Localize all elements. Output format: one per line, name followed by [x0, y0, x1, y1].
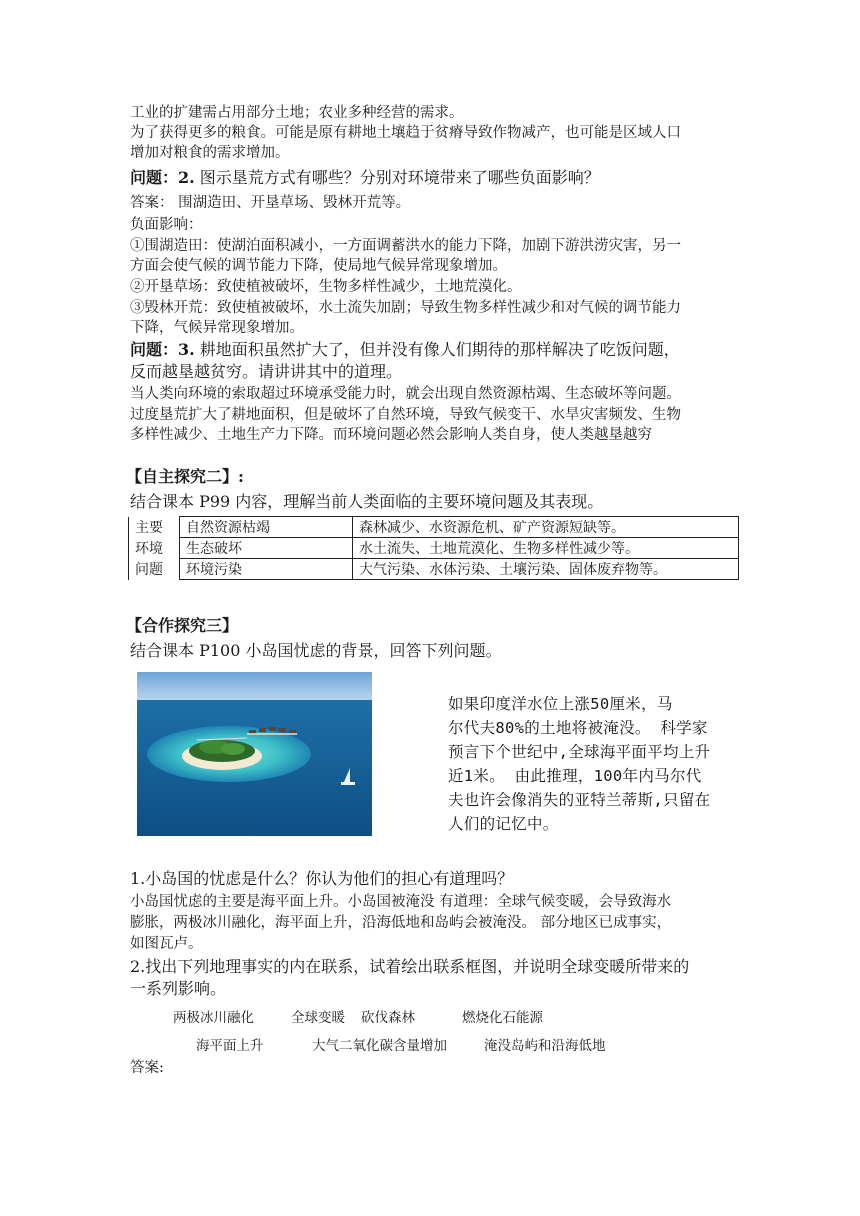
- passage-line: 人们的记忆中。: [448, 815, 559, 833]
- term: 燃烧化石能源: [462, 1010, 543, 1026]
- question-1: 1.小岛国的忧虑是什么？你认为他们的担心有道理吗？: [130, 869, 514, 888]
- answer-line: 膨胀，两极冰川融化，海平面上升，沿海低地和岛屿会被淹没。 部分地区已成事实，: [130, 915, 672, 931]
- answer-line: 多样性减少、土地生产力下降。而环境问题必然会影响人类自身，使人类越垦越穷: [130, 427, 652, 443]
- question-2: [130, 167, 740, 189]
- negative-impact-title: 负面影响：: [130, 217, 203, 233]
- impact-item: ①围湖造田：使湖泊面积减小，一方面调蓄洪水的能力下降，加剧下游洪涝灾害，另一: [130, 238, 681, 254]
- table-cell-category: 环境污染: [180, 559, 353, 580]
- question-2b-cont: 一系列影响。: [130, 979, 227, 998]
- question-label: 问题：2.: [130, 168, 195, 187]
- term: 海平面上升: [196, 1038, 264, 1054]
- table-cell-detail: 大气污染、水体污染、土壤污染、固体废弃物等。: [353, 559, 739, 580]
- paragraph-line: 增加对粮食的需求增加。: [130, 145, 290, 161]
- answer-line: 小岛国忧虑的主要是海平面上升。小岛国被淹没 有道理：全球气候变暖，会导致海水: [130, 894, 672, 910]
- question-text: 耕地面积虽然扩大了，但并没有像人们期待的那样解决了吃饭问题，: [194, 340, 680, 359]
- term: 砍伐森林: [361, 1010, 415, 1026]
- impact-item: ②开垦草场：致使植被破坏，生物多样性减少，土地荒漠化。: [130, 279, 522, 295]
- table-main-label: 主要: [129, 517, 180, 538]
- passage-line: 近1米。 由此推理，100年内马尔代: [448, 767, 702, 785]
- passage-line: 预言下个世纪中,全球海平面平均上升: [448, 743, 711, 761]
- maldives-island-image: [137, 672, 372, 836]
- paragraph-line: 工业的扩建需占用部分土地；农业多种经营的需求。: [130, 105, 464, 121]
- term: 淹没岛屿和沿海低地: [484, 1038, 606, 1054]
- impact-item: 下降，气候异常现象增加。: [130, 320, 304, 336]
- table-cell-category: 自然资源枯竭: [180, 517, 353, 538]
- table-row: [129, 538, 739, 559]
- answer-line: 如图瓦卢。: [130, 936, 203, 952]
- answer-label: 答案:: [130, 1060, 164, 1076]
- question-2b: 2.找出下列地理事实的内在联系，试着绘出联系框图，并说明全球变暖所带来的: [130, 957, 690, 976]
- table-row: [129, 559, 739, 580]
- table-row: [129, 517, 739, 538]
- passage-line: 如果印度洋水位上涨50厘米，马: [448, 695, 673, 713]
- passage-line: 夫也许会像消失的亚特兰蒂斯,只留在: [448, 791, 711, 809]
- term: 全球变暖: [291, 1010, 345, 1026]
- impact-item: 方面会使气候的调节能力下降，使局地气候异常现象增加。: [130, 258, 507, 274]
- question-text: 图示垦荒方式有哪些？分别对环境带来了哪些负面影响？: [194, 168, 600, 187]
- table-cell-category: 生态破坏: [180, 538, 353, 559]
- impact-item: ③毁林开荒：致使植被破坏，水土流失加剧；导致生物多样性减少和对气候的调节能力: [130, 300, 681, 316]
- table-main-label: 环境: [129, 538, 180, 559]
- section-title: 【合作探究三】: [126, 616, 239, 635]
- term: 两极冰川融化: [173, 1010, 254, 1026]
- answer-line: 过度垦荒扩大了耕地面积，但是破坏了自然环境，导致气候变干、水旱灾害频发、生物: [130, 407, 681, 423]
- section-intro: 结合课本 P99 内容，理解当前人类面临的主要环境问题及其表现。: [130, 492, 604, 511]
- question-text-cont: 反而越垦越贫穷。请讲讲其中的道理。: [130, 362, 403, 381]
- table-cell-detail: 森林减少、水资源危机、矿产资源短缺等。: [353, 517, 739, 538]
- island-photo: [137, 672, 372, 836]
- section-intro: 结合课本 P100 小岛国忧虑的背景，回答下列问题。: [130, 641, 502, 660]
- table-main-label: 问题: [129, 559, 180, 580]
- table-cell-detail: 水土流失、土地荒漠化、生物多样性减少等。: [353, 538, 739, 559]
- question-label: 问题：3.: [130, 340, 195, 359]
- question-3: [130, 339, 740, 361]
- answer-line: 当人类向环境的索取超过环境承受能力时，就会出现自然资源枯竭、生态破坏等问题。: [130, 386, 681, 402]
- section-title: 【自主探究二】:: [126, 467, 244, 486]
- term: 大气二氧化碳含量增加: [312, 1038, 447, 1054]
- passage-line: 尔代夫80%的土地将被淹没。 科学家: [448, 719, 708, 737]
- environment-problems-table: [128, 516, 739, 580]
- answer-line: 答案： 围湖造田、开垦草场、毁林开荒等。: [130, 195, 411, 211]
- paragraph-line: 为了获得更多的粮食。可能是原有耕地土壤趋于贫瘠导致作物减产，也可能是区域人口: [130, 125, 681, 141]
